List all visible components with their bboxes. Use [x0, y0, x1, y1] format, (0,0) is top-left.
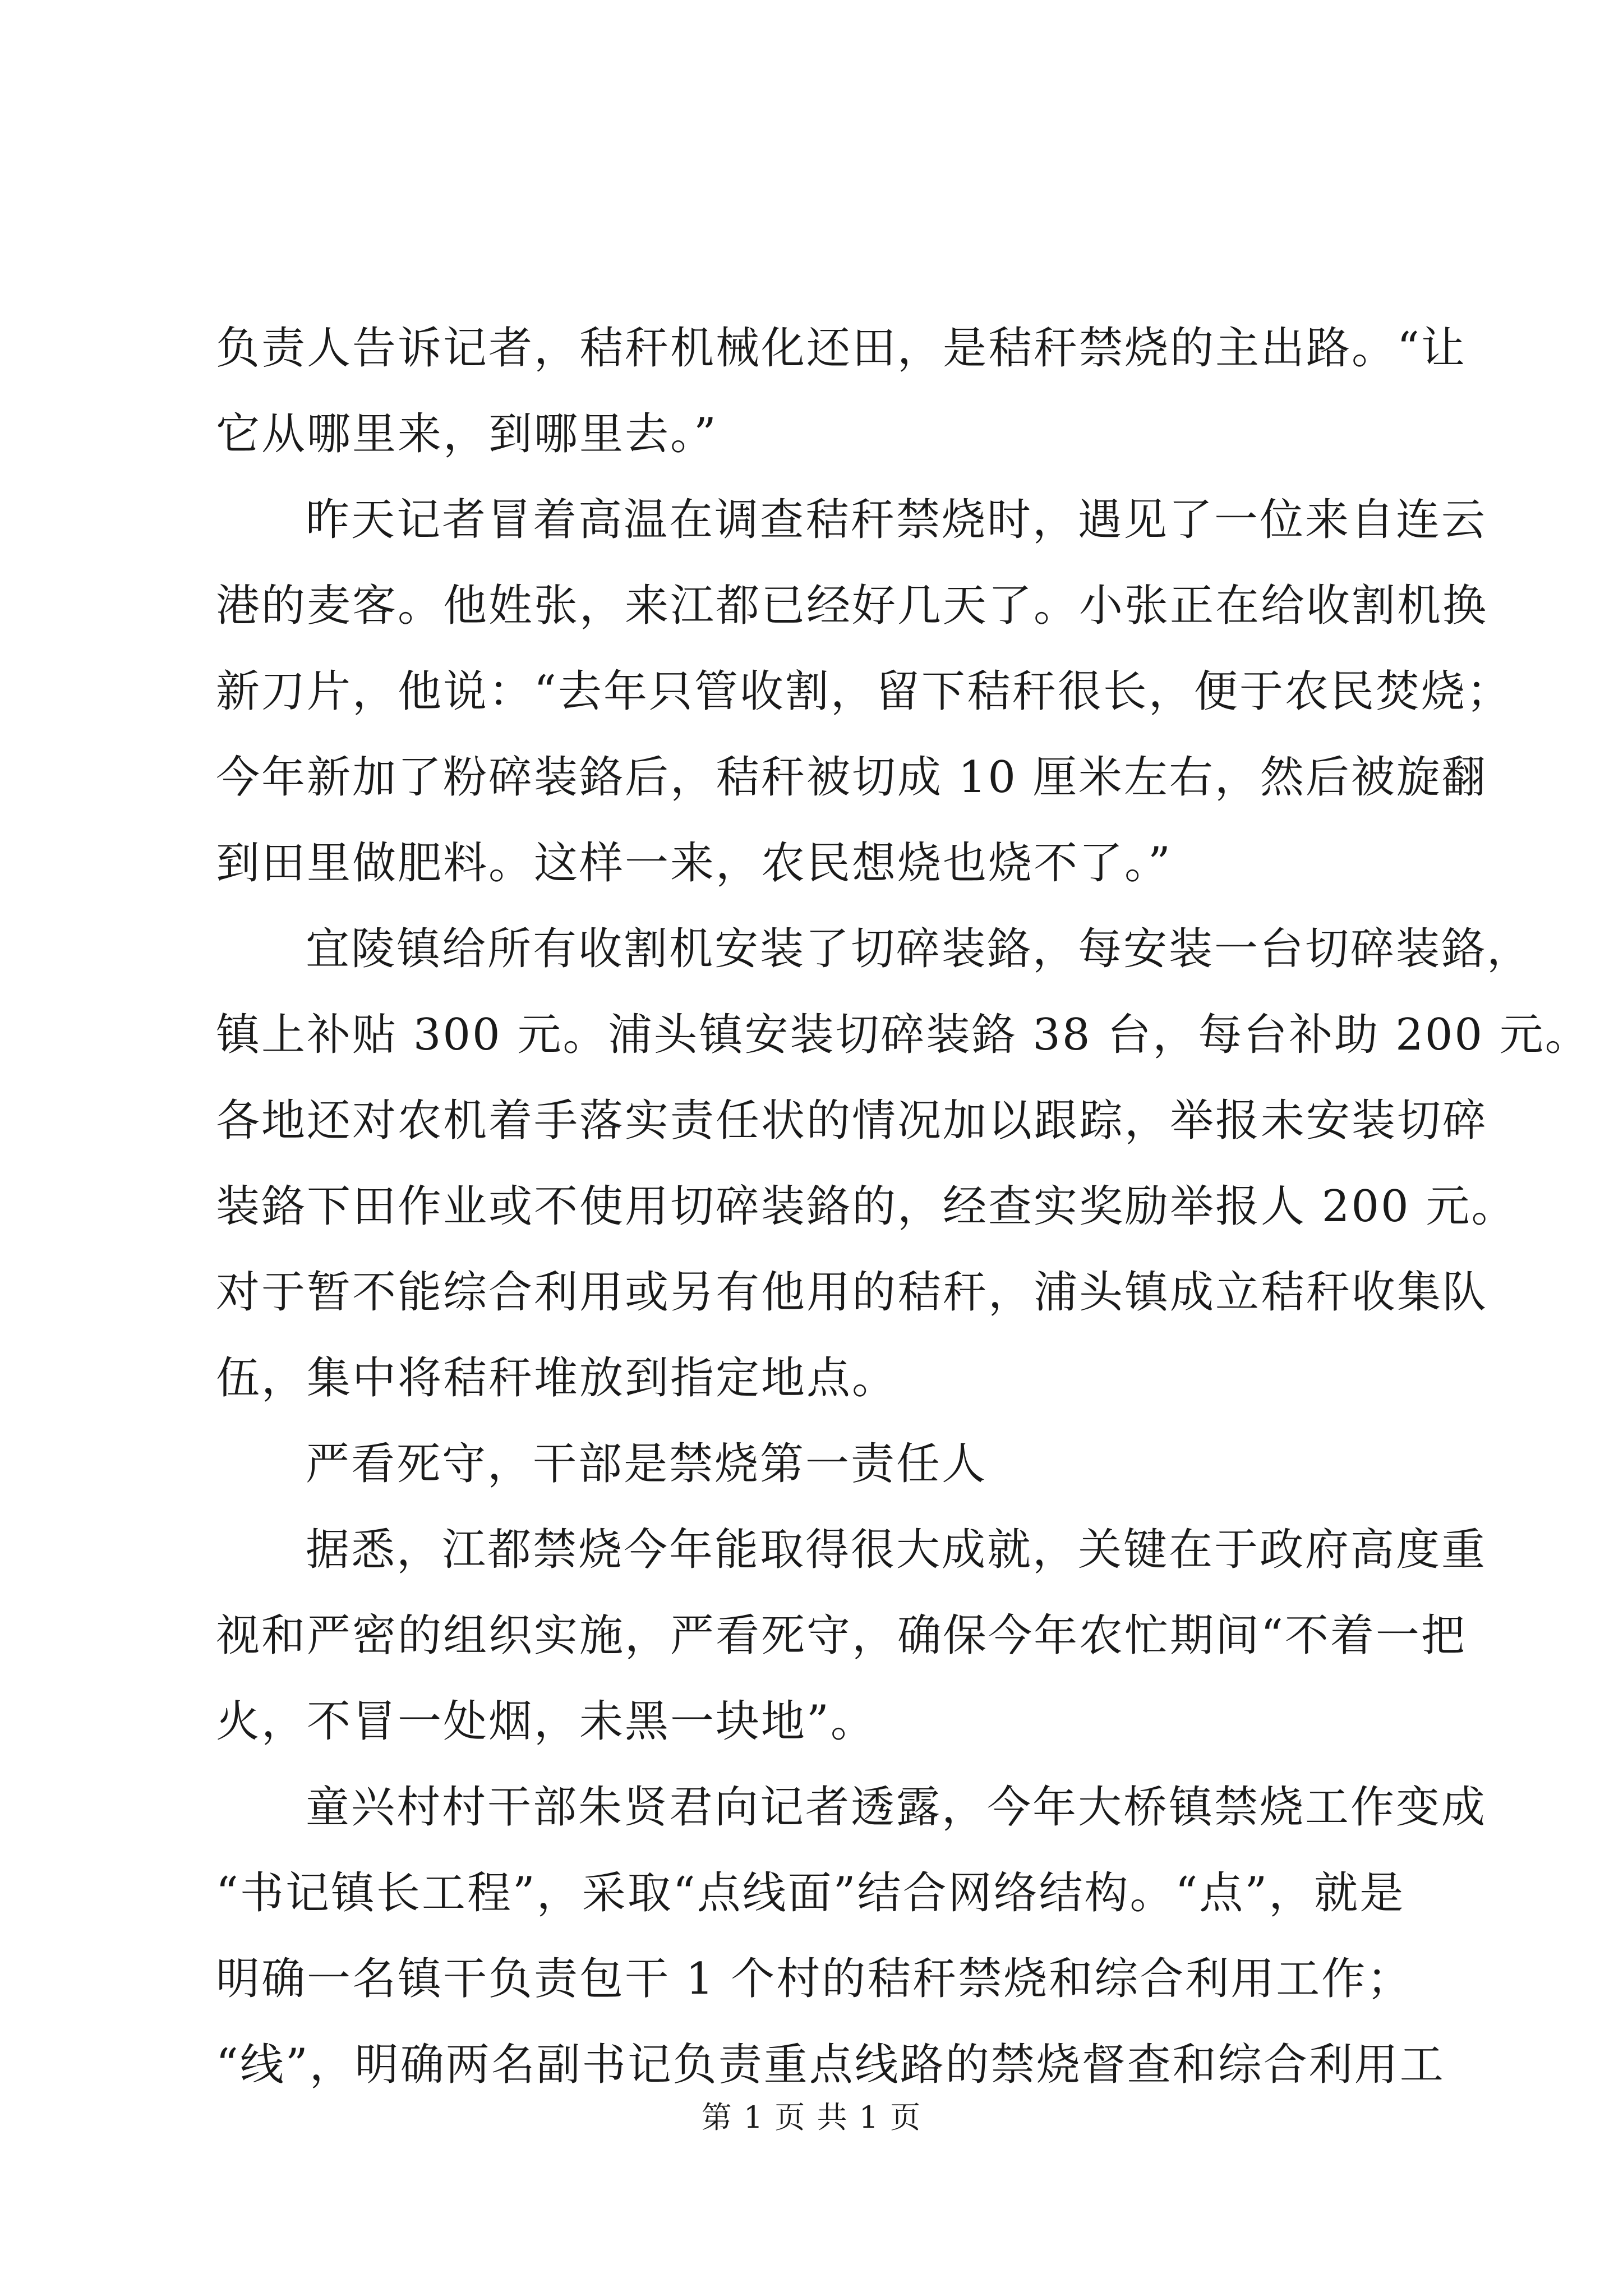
text-line: 据悉，江都禁烧今年能取得很大成就，关键在于政府高度重: [306, 1525, 1487, 1575]
text-line: 视和严密的组织实施，严看死守，确保今年农忙期间“不着一把: [216, 1611, 1467, 1661]
text-line: 火，不冒一处烟，未黑一块地”。: [216, 1696, 876, 1747]
body-text: [216, 306, 1590, 2108]
text-line: 严看死守，干部是禁烧第一责任人: [306, 1439, 988, 1489]
text-line: 装鉻下田作业或不使用切碎装鉻的，经查实奖励举报人 200 元。: [216, 1181, 1517, 1232]
text-line: “线”，明确两名副书记负责重点线路的禁烧督查和综合利用工: [216, 2040, 1445, 2090]
text-line: 宜陵镇给所有收割机安装了切碎装鉻，每安装一台切碎装鉻，: [306, 924, 1533, 974]
text-line: 它从哪里来，到哪里去。”: [216, 409, 718, 459]
text-line: 各地还对农机着手落实责任状的情况加以跟踪，举报未安装切碎: [216, 1096, 1488, 1146]
text-line: 昨天记者冒着高温在调查秸秆禁烧时，遇见了一位来自连云: [306, 495, 1487, 545]
text-line: 新刀片，他说：“去年只管收割，留下秸秆很长，便于农民焚烧；: [216, 666, 1512, 717]
text-line: 镇上补贴 300 元。浦头镇安装切碎装鉻 38 台，每台补助 200 元。: [216, 1010, 1590, 1060]
text-line: “书记镇长工程”，采取“点线面”结合网络结构。“点”，就是: [216, 1868, 1405, 1918]
text-line: 明确一名镇干负责包干 1 个村的秸秆禁烧和综合利用工作；: [216, 1954, 1413, 2004]
text-line: 今年新加了粉碎装鉻后，秸秆被切成 10 厘米左右，然后被旋翻: [216, 752, 1487, 803]
page-footer: 第 1 页 共 1 页: [701, 2100, 922, 2135]
text-line: 港的麦客。他姓张，来江都已经好几天了。小张正在给收割机换: [216, 581, 1488, 631]
text-line: 到田里做肥料。这样一来，农民想烧也烧不了。”: [216, 838, 1172, 889]
text-line: 伍，集中将秸秆堆放到指定地点。: [216, 1353, 898, 1404]
text-line: 负责人告诉记者，秸秆机械化还田，是秸秆禁烧的主出路。“让: [216, 323, 1467, 374]
text-line: 对于暂不能综合利用或另有他用的秸秆，浦头镇成立秸秆收集队: [216, 1267, 1488, 1318]
text-line: 童兴村村干部朱贤君向记者透露，今年大桥镇禁烧工作变成: [306, 1782, 1487, 1833]
